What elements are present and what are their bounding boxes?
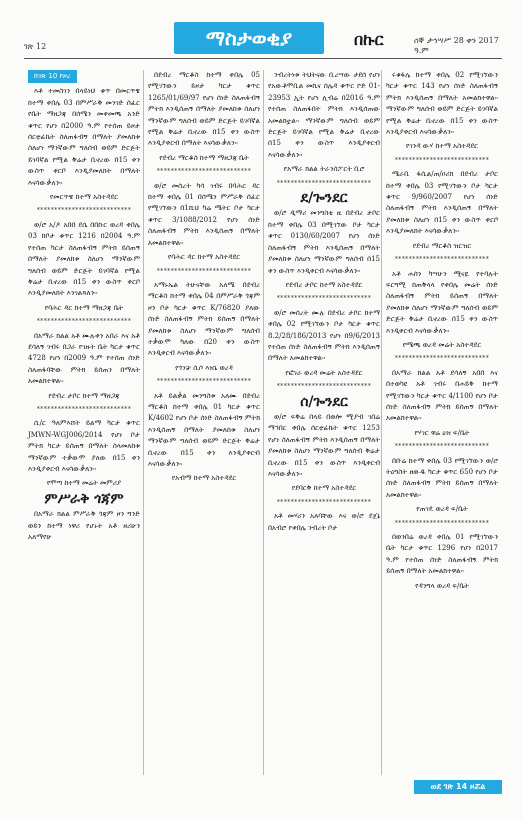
notice-signature: የደብረ ታቦር ከተማ አስተዳደር: [285, 280, 363, 289]
notice-text: ሜራቢ ፋሲል/ጠ/ዐሪክ በደብረ ታቦር ከተማ ቀበሌ 03 የሚገኘውን ቦታ ካርታ ቁጥር 9/960/2007 የሆነ ሰነድ ስለጠፋብኝ ምትክ እንዲሰጠኝ በማለት ያመለከቱ ስለሆነ በ15 ቀን ውስጥ ቀርቦ እንዲያመለክት እናሳውቃለን፡፡: [386, 170, 498, 236]
notice-signature: የጎንቻ ሲሶ እነሴ ወረዳ: [175, 363, 233, 372]
notice-text: ወ/ሮ ዲማሪ መንግስቴ ዚ በደብረ ታቦር ከተማ ቀበሌ 03 በሚገኘው ቦታ ካርታ ቁጥር 0130/60/2007 የሆነ ሰነድ ስለጠፋብኝ ምትክ እንዲሰጠኝ በማለት ያመለከቱ ስለሆነ ማንኛውም ግለሰብ በ15 ቀን ውስጥ እንዲቀርብ እናሳውቃለን፡፡: [268, 209, 380, 275]
notice-text: ሩቁፋሌ ከተማ ቀበሌ 02 የሚገኘውን ካርታ ቁጥር 143 የሆነ ሰነድ ስለጠፋብኝ ምትክ እንዲሰጠኝ በማለት አመልክተዋል፡፡ ማንኛውም ግለሰብ ወይም ድርጅት ይገባኛል የሚል ቅሬታ ቢኖረው በ15 ቀን ውስጥ እንዲያቀርብ እናሳውቃለን፡፡: [386, 71, 498, 137]
notice-separator: ***************************: [36, 405, 132, 413]
newspaper-name: በኩር: [354, 30, 384, 49]
column-divider: [263, 70, 264, 775]
notice-signature: የአማራ ክልል ትራንስፖርት ቢሮ: [283, 165, 365, 174]
notice-signature: የጠገዴ ወረዳ ፍ/ቤት: [416, 505, 468, 514]
notice-text: አማኑኤል ትሁናቸው አለሜ በደብረ ማርቆስ ከተማ ቀበሌ 04 በምሥራቅ ጎጃም ዞን ቦታ ካርታ ቁጥር K/76820 ያለው ሰነድ ስለጠፋብኝ ምትክ ይሰጠኝ በማለት ያመለከቱ ስለሆነ ማንኛውም ግለሰብ ተቃውሞ ካለው በ20 ቀን ውስጥ እንዲቀርብ እናሳውቃለን፡፡: [148, 280, 260, 358]
column-divider: [143, 70, 144, 775]
notice-text: በአማራ ክልል ምሥራቅ ጎጃም ዞን ግንድ ወይን ከተማ ነዋሪ የሆኑት አቶ ዘሪሁን አለማየሁ: [28, 510, 140, 542]
notice-separator: ***************************: [156, 168, 252, 176]
page-number: ገጽ 12: [24, 42, 47, 51]
notice-text: በአማራ ክልል አቶ ሙሉቀን አበራ እና አቶ ደሳለኝ ገብሩ በጋራ የገዙት ቤት ካርታ ቁጥር 4728 የሆነ በ2009 ዓ.ም የተሰጠ ሰነድ ስለጠፋባቸው ምትክ ይሰጠን በማለት አመልክተዋል፡፡: [28, 331, 140, 386]
notice-signature: የሞጣ ከተማ መሬት መምሪያ: [46, 479, 122, 488]
notice-text: በወንበሬ ወረዳ ቀበሌ 01 የሚገኘውን ቤት ካርታ ቁጥር 1296 የሆነ በ2017 ዓ.ም የተሰጠ ሰነድ ስለጠፋብኝ ምትክ ይሰጠኝ በማለት አመልክተዋል፡፡: [386, 533, 498, 576]
notice-signature: የሜጫ ወረዳ መሬት አስተዳደር: [402, 340, 482, 349]
notice-separator: ***************************: [36, 318, 132, 326]
notice-separator: ***************************: [394, 355, 490, 363]
notice-separator: ***************************: [276, 383, 372, 391]
notice-text: አቶ ሐሰን ካሣሁን ሚናዬ የተባሉት ፍርግሚ ከጠቅላላ የቀበሌ መሬት ሰነድ ስለጠፋብኝ ምትክ ይሰጠኝ በማለት ያመለከቱ ስለሆነ ማንኛውም ግለሰብ ወይም ድርጅት ቅሬታ ቢኖረው በ15 ቀን ውስጥ እንዲቀርብ እናሳውቃለን፡፡: [386, 269, 498, 335]
notice-text: ወ/ሮ ፍቅሬ በላይ በወሎ ሚያብ ገበሬ ማኅበር ቀበሌ ሰርቲፊኬት ቁጥር 1253 የሆነ ስለጠፋብኝ ምትክ እንዲሰጠኝ በማለት ያመለከቱ ስለሆነ ማንኛውም ግለሰብ ቅሬታ ቢኖረው በ15 ቀን ውስጥ እንዲቀርብ እናሳውቃለን፡፡: [268, 412, 380, 478]
notice-text: በቡሬ ከተማ ቀበሌ 03 የሚገኘውን ወ/ሮ ትዕግስት ዘውዱ ካርታ ቁጥር 650 የሆነ ቦታ ሰነድ ስለጠፋብኝ ምትክ ይሰጠኝ በማለት አመልክተዋል፡፡: [386, 456, 498, 499]
notice-signature: የመርጥዌ ከተማ አስተዳደር: [49, 193, 119, 202]
notice-text: በአማራ ክልል አቶ ደሳለኝ አበበ እና በተወካዩ አቶ ገብሩ በሐይቅ ከተማ የሚገኘውን ካርታ ቁጥር 4/1100 የሆነ ቦታ ሰነድ ስለጠፋብኝ ምትክ ይሰጠኝ በማለት አመልክተዋል፡፡: [386, 368, 498, 423]
notice-separator: ***************************: [394, 443, 490, 451]
notice-text: ወ/ሮ መሰረት ካሳ ገብሩ በባሕር ዳር ከተማ ቀበሌ 01 በሰሜን ምሥራቅ ሰፈር የሚገኘውን በ1ሺህ ካሬ ሜትር ቦታ ካርታ ቁጥር 3/1088/2012 የሆነ ሰነድ ስለጠፋብኝ ምትክ እንዲሰጠኝ በማለት አመልክተዋል፡፡: [148, 181, 260, 247]
notice-signature: የሃገር ዋሬ ዕዝ ፍ/ቤት: [414, 428, 470, 437]
column-3: [268, 70, 380, 537]
notice-signature: የደባርቅ ከተማ አስተዳደር: [291, 484, 357, 493]
notice-text: በደብረ ማርቆስ ከተማ ቀበሌ 05 የሚገኘውን ይዞታ ካርታ ቁጥር 1265/01/69/97 የሆነ ሰነድ ስለጠፋብኝ ምትክ እንዲሰጠኝ በማለት ያመለከቱ ስለሆነ ማንኛውም ግለሰብ ወይም ድርጅት ይገባኛል የሚል ቅሬታ ቢኖረው በ15 ቀን ውስጥ እንዲያቀርብ በማለት እናሳውቃለን፡፡: [148, 71, 260, 148]
notice-text: ንብረትነቱ ትህትናው ቢረሣው ታደሰ የሆነ የአውቶሞቢል መኪና ሰሌዳ ቁጥር ኮድ 01-23953 ኢት የሆነ ሊብሬ በ2016 ዓ.ም የተሰጠ ስለጠፋበት ምትክ እንዲሰጠው አመልክቷል፡፡ ማንኛውም ግለሰብ ወይም ድርጅት ይገባኛል የሚል ቅሬታ ቢኖረው በ15 ቀን ውስጥ እንዲያቀርብ እናሳውቃለን፡፡: [268, 71, 380, 159]
column-divider: [381, 70, 382, 775]
notice-text: ሲ/ር ዓለምእሸት ይልማ ካርታ ቁጥር JMWN-WGJ006/2014 የሆነ ቦታ ምትክ ካርታ ይሰጠኝ በማለት ስላመለከቱ ማንኛውም ተቃውሞ ያለው በ15 ቀን እንዲያቀርብ እናሳውቃለን፡፡: [28, 419, 140, 473]
region-heading: ደ/ጐንደር: [300, 190, 348, 207]
notice-text: እቶ ተመስገን በላይነህ ቁጥ በመርጥዌ ከተማ ቀበሌ 03 በምሥራቅ መንገድ ሰፈር የቤት ማዘጋጃ በሰሜን መቀመጫ አንድ ቁጥር የሆነ በ2000 ዓ.ም የተሰጠ ይዞታ ሰርቲፊኬት ስለጠፋብኝ በማለት ያመለከቱ ስለሆነ ማንኛውም ግለሰብ ወይም ድርጅት ይገባኛል የሚል ቅሬታ ቢኖረው በ15 ቀን ውስጥ ቀርቦ እንዲያመለክት በማለት እናሳውቃለን፡፡: [28, 87, 140, 187]
notice-separator: ***************************: [156, 378, 252, 386]
continued-from-tag: ከገጽ 10 የዞረ: [28, 70, 77, 83]
notice-separator: ***************************: [394, 256, 490, 264]
notice-text: ወ/ሮ መሰረት ሙሉ በደብረ ታቦር ከተማ ቀበሌ 02 የሚገኘውን ቦታ ካርታ ቁጥር 8.2/28/186/2013 የሆነ በ9/6/2013 የተሰጠ ሰነድ ስለጠፋብኝ ምትክ እንዲሰጠኝ በማለት አመልክተዋል፡፡: [268, 308, 380, 363]
notice-text: ወ/ሮ አ/ዶ አበበ ደሴ በበኩር ወረዳ ቀበሌ 03 ከቦታ ቁጥር 1216 በ2004 ዓ.ም የተሰጠ ካርታ ስለጠፋብኝ ምትክ ይሰጠኝ በማለት ያመለከቱ ስለሆነ ማንኛውም ግለሰብ ወይም ድርጅት ይገባኛል የሚል ቅሬታ ቢኖረው በ15 ቀን ውስጥ ቀርቦ እንዲያመለክት እንገልጻለን፡፡: [28, 220, 140, 298]
notice-signature: የደብረ ታቦር ከተማ ማዘጋጃ: [48, 391, 120, 400]
region-heading: ምሥራቅ ጎጃም: [44, 490, 124, 507]
issue-date: ሰኞ ታኅሣሥ 28 ቀን 2017 ዓ.ም: [414, 36, 499, 55]
notice-signature: የዳንግላ ወረዳ ፍ/ቤት: [415, 581, 469, 590]
notice-separator: ***************************: [394, 519, 490, 527]
region-heading: ሰ/ጐንደር: [300, 393, 348, 410]
notice-text: አቶ ይልቃል መንግስቱ አለሙ በደብረ ማርቆስ ከተማ ቀበሌ 01 ካርታ ቁጥር K/4602 የሆነ ቦታ ሰነድ ስለጠፋብኝ ምትክ እንዲሰጠኝ በማለት ያመለከቱ ስለሆነ ማንኛውም ግለሰብ ወይም ድርጅት ቅሬታ ቢኖረው በ15 ቀን እንዲያቀርብ እናሳውቃለን፡፡: [148, 391, 260, 468]
notice-signature: የአብማ ከተማ አስተዳደር: [171, 474, 237, 483]
notice-signature: የገንዳ ውሃ ከተማ አስተዳደር: [405, 142, 479, 151]
header-rule: [24, 58, 502, 59]
column-4: [386, 70, 498, 594]
notice-signature: የደብረ ማርቆስ ዝርዝር: [412, 241, 472, 250]
notice-signature: የባሕር ዳር ከተማ ማዘጋጃ ቤት: [44, 303, 124, 312]
notice-separator: ***************************: [394, 156, 490, 164]
notice-separator: ***************************: [276, 179, 372, 187]
notice-signature: የፎገራ ወረዳ መሬት አስተዳደር: [285, 368, 363, 377]
section-title: ማስታወቂያ: [174, 22, 324, 54]
notice-separator: ***************************: [276, 295, 372, 303]
notice-signature: የባሕር ዳር ከተማ አስተዳደር: [167, 253, 241, 262]
page-header: [24, 22, 502, 62]
notice-separator: ***************************: [156, 267, 252, 275]
column-2: [148, 70, 260, 487]
notice-separator: ***************************: [276, 498, 372, 506]
notice-text: አቶ መሃሪን አለባቸው እና ወ/ሮ ደጀኔ በአብሮ የቀበሌ ንብረት ቦታ: [268, 512, 380, 532]
notice-signature: የደብረ ማርቆስ ከተማ ማዘጋጃ ቤት: [159, 153, 249, 162]
continued-to-badge: ወደ ገጽ 14 ዞሯል: [414, 780, 502, 794]
notice-separator: ***************************: [36, 207, 132, 215]
column-1: [28, 70, 140, 546]
